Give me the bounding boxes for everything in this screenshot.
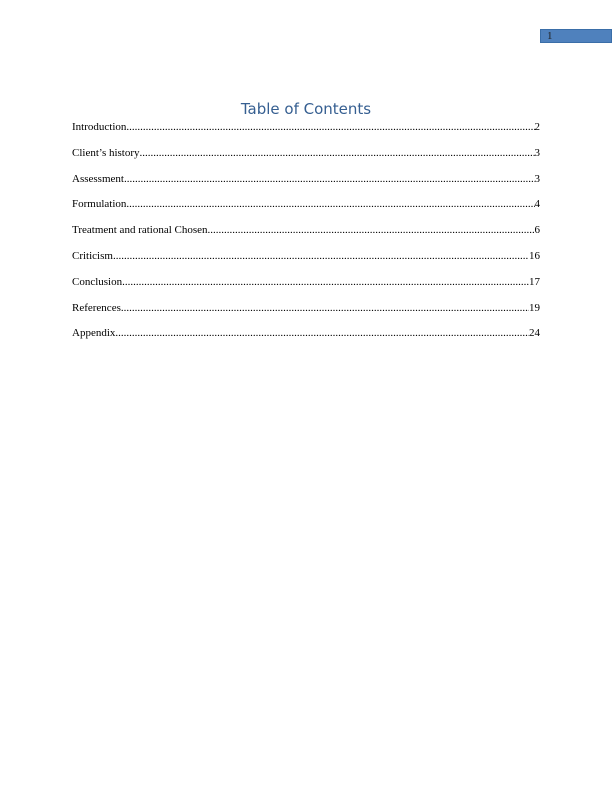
toc-entry-label: Formulation [72,198,127,211]
toc-entry-appendix[interactable] [72,325,540,341]
toc-entry-page: 24 [529,327,540,340]
toc-dot-leader [126,119,534,135]
toc-dot-leader [115,325,529,341]
table-of-contents [72,119,540,351]
toc-entry-page: 3 [534,172,540,185]
toc-dot-leader [113,248,529,264]
toc-entry-criticism[interactable] [72,248,540,264]
toc-entry-label: Assessment [72,172,124,185]
toc-entry-treatment[interactable] [72,222,540,238]
toc-entry-page: 16 [529,249,540,262]
toc-entry-label: Criticism [72,249,113,262]
toc-entry-label: Treatment and rational Chosen [72,224,208,237]
toc-entry-page: 4 [534,198,540,211]
toc-entry-page: 17 [529,275,540,288]
toc-dot-leader [124,171,535,187]
page-number: 1 [547,30,553,42]
toc-entry-references[interactable] [72,300,540,316]
toc-entry-formulation[interactable] [72,196,540,212]
toc-title: Table of Contents [240,100,372,118]
toc-dot-leader [208,222,535,238]
toc-dot-leader [126,196,534,212]
toc-entry-conclusion[interactable] [72,274,540,290]
toc-entry-label: Introduction [72,121,127,133]
toc-entry-label: Client’s history [72,146,140,159]
toc-entry-introduction[interactable] [72,119,540,135]
toc-dot-leader [121,300,529,316]
toc-entry-assessment[interactable] [72,171,540,187]
toc-dot-leader [140,145,535,161]
toc-dot-leader [122,274,529,290]
toc-entry-page: 2 [534,121,540,133]
page-number-badge [540,29,612,43]
toc-entry-page: 6 [534,224,540,237]
toc-entry-page: 3 [534,146,540,159]
toc-entry-label: Conclusion [72,275,123,288]
toc-entry-label: References [72,301,121,314]
toc-entry-clients-history[interactable] [72,145,540,161]
toc-entry-page: 19 [529,301,540,314]
toc-entry-label: Appendix [72,327,116,340]
